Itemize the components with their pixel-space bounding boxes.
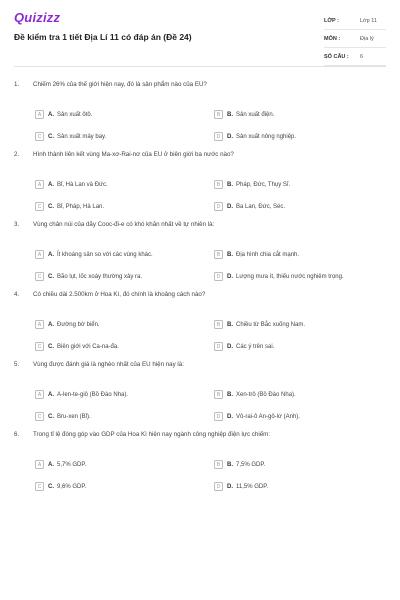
option-checkbox[interactable]: D <box>214 482 223 491</box>
question-header <box>14 428 386 440</box>
question-number: 5. <box>14 360 20 368</box>
question-text: Vùng chân núi của dãy Cooc-đi-e có khó khăn nhất về tự nhiên là: <box>33 220 215 228</box>
option-letter: B. <box>227 461 233 468</box>
question-number: 2. <box>14 150 20 158</box>
option-checkbox[interactable]: A <box>35 460 44 469</box>
option-text: Đường bờ biển. <box>57 321 100 328</box>
option-checkbox[interactable]: D <box>214 272 223 281</box>
option-letter: C. <box>48 133 54 140</box>
option-letter: D. <box>227 273 233 280</box>
header-divider <box>14 66 386 67</box>
option-letter: A. <box>48 111 54 118</box>
option-text: Vô-rai-ô An-gô-lơ (Anh). <box>236 413 300 420</box>
option-checkbox[interactable]: D <box>214 342 223 351</box>
answer-option-d[interactable] <box>214 272 344 281</box>
quizizz-logo: Quizizz <box>14 10 61 25</box>
option-letter: C. <box>48 483 54 490</box>
option-checkbox[interactable]: D <box>214 202 223 211</box>
option-letter: C. <box>48 203 54 210</box>
question-number: 6. <box>14 430 20 438</box>
option-text: Lượng mưa ít, thiếu nước nghiêm trọng. <box>236 273 344 280</box>
option-letter: D. <box>227 343 233 350</box>
question-number: 4. <box>14 290 20 298</box>
answer-option-a[interactable] <box>35 390 128 399</box>
question-2 <box>14 148 386 210</box>
question-text: Chiếm 26% của thế giới hiện nay, đó là sản phẩm nào của EU? <box>33 80 207 88</box>
option-text: 7,5% GDP. <box>236 461 266 468</box>
answer-option-c[interactable] <box>35 482 86 491</box>
option-checkbox[interactable]: C <box>35 412 44 421</box>
question-header <box>14 148 386 160</box>
option-text: Sản xuất điện. <box>236 111 275 118</box>
option-text: Pháp, Đức, Thụy Sĩ. <box>236 181 291 188</box>
question-text: Có chiều dài 2.500km ở Hoa Kì, đó chính là khoảng cách nào? <box>33 290 206 298</box>
option-text: Sản xuất máy bay. <box>57 133 107 140</box>
option-checkbox[interactable]: D <box>214 132 223 141</box>
answer-option-c[interactable] <box>35 202 104 211</box>
question-text: Hình thành liên kết vùng Ma-xơ-Rai-nơ của EU ở biên giới ba nước nào? <box>33 150 234 158</box>
answer-option-c[interactable] <box>35 272 142 281</box>
answer-option-b[interactable] <box>214 320 305 329</box>
option-checkbox[interactable]: B <box>214 110 223 119</box>
meta-row-class <box>324 12 386 30</box>
option-letter: C. <box>48 413 54 420</box>
meta-row-subject <box>324 30 386 48</box>
option-text: Bỉ, Hà Lan và Đức. <box>57 181 108 188</box>
answer-option-b[interactable] <box>214 110 274 119</box>
option-checkbox[interactable]: C <box>35 342 44 351</box>
meta-value: 6 <box>360 53 364 60</box>
question-header <box>14 288 386 300</box>
answer-option-d[interactable] <box>214 202 285 211</box>
option-checkbox[interactable]: B <box>214 180 223 189</box>
option-text: Xen-trô (Bồ Đào Nha). <box>236 391 296 398</box>
answer-option-c[interactable] <box>35 412 91 421</box>
answer-option-d[interactable] <box>214 482 268 491</box>
option-text: Bão lụt, lốc xoáy thường xảy ra. <box>57 273 142 280</box>
question-3 <box>14 218 386 280</box>
option-checkbox[interactable]: B <box>214 320 223 329</box>
meta-row-count <box>324 48 386 66</box>
option-text: Địa hình chia cắt mạnh. <box>236 251 300 258</box>
question-5 <box>14 358 386 420</box>
question-text: Trong tỉ lệ đóng góp vào GDP của Hoa Kì hiện nay ngành công nghiệp điện lực chiếm: <box>33 430 271 438</box>
option-checkbox[interactable]: B <box>214 390 223 399</box>
answer-option-b[interactable] <box>214 250 299 259</box>
question-number: 1. <box>14 80 20 88</box>
option-checkbox[interactable]: C <box>35 272 44 281</box>
answer-option-d[interactable] <box>214 412 300 421</box>
option-letter: B. <box>227 251 233 258</box>
option-letter: D. <box>227 133 233 140</box>
option-letter: B. <box>227 181 233 188</box>
question-1 <box>14 78 386 140</box>
meta-label: SỐ CÂU : <box>324 53 349 60</box>
option-text: 5,7% GDP. <box>57 461 87 468</box>
option-text: 9,6% GDP. <box>57 483 87 490</box>
page-title: Đề kiểm tra 1 tiết Địa Lí 11 có đáp án (Đề 24) <box>14 32 192 42</box>
option-letter: C. <box>48 343 54 350</box>
option-checkbox[interactable]: A <box>35 250 44 259</box>
answer-option-c[interactable] <box>35 342 119 351</box>
answer-option-a[interactable] <box>35 460 86 469</box>
option-letter: A. <box>48 181 54 188</box>
option-text: Sản xuất ôtô. <box>57 111 93 118</box>
option-letter: D. <box>227 413 233 420</box>
option-letter: A. <box>48 461 54 468</box>
question-header <box>14 78 386 90</box>
option-checkbox[interactable]: D <box>214 412 223 421</box>
answer-option-a[interactable] <box>35 110 92 119</box>
option-checkbox[interactable]: B <box>214 460 223 469</box>
meta-value: Lớp 11 <box>360 17 377 24</box>
option-checkbox[interactable]: A <box>35 180 44 189</box>
option-letter: A. <box>48 391 54 398</box>
option-text: Ba Lan, Đức, Séc. <box>236 203 286 210</box>
answer-option-a[interactable] <box>35 320 100 329</box>
answer-option-a[interactable] <box>35 250 153 259</box>
option-checkbox[interactable]: C <box>35 482 44 491</box>
option-checkbox[interactable]: A <box>35 320 44 329</box>
option-checkbox[interactable]: C <box>35 132 44 141</box>
meta-value: Địa lý <box>360 35 374 42</box>
option-text: Bỉ, Pháp, Hà Lan. <box>57 203 105 210</box>
option-checkbox[interactable]: C <box>35 202 44 211</box>
option-letter: A. <box>48 321 54 328</box>
option-text: Chiều từ Bắc xuống Nam. <box>236 321 306 328</box>
option-text: Các ý trên sai. <box>236 343 275 350</box>
answer-option-b[interactable] <box>214 390 296 399</box>
option-letter: A. <box>48 251 54 258</box>
option-text: Biên giới với Ca-na-đa. <box>57 343 119 350</box>
answer-option-b[interactable] <box>214 460 265 469</box>
question-number: 3. <box>14 220 20 228</box>
option-text: A-len-te-giô (Bồ Đào Nha). <box>57 391 129 398</box>
option-letter: D. <box>227 483 233 490</box>
answer-option-d[interactable] <box>214 132 296 141</box>
option-text: Bru-xen (Bỉ). <box>57 413 91 420</box>
question-header <box>14 218 386 230</box>
option-letter: B. <box>227 111 233 118</box>
option-letter: C. <box>48 273 54 280</box>
question-header <box>14 358 386 370</box>
question-6 <box>14 428 386 490</box>
answer-option-d[interactable] <box>214 342 274 351</box>
option-text: Sản xuất nông nghiệp. <box>236 133 297 140</box>
option-letter: D. <box>227 203 233 210</box>
option-text: Ít khoáng sản so với các vùng khác. <box>57 251 153 258</box>
meta-label: LỚP : <box>324 17 339 24</box>
question-text: Vùng được đánh giá là nghèo nhất của EU hiện nay là: <box>33 360 184 368</box>
option-checkbox[interactable]: A <box>35 390 44 399</box>
answer-option-b[interactable] <box>214 180 290 189</box>
option-checkbox[interactable]: A <box>35 110 44 119</box>
meta-label: MÔN : <box>324 35 341 42</box>
meta-panel <box>324 12 386 66</box>
option-checkbox[interactable]: B <box>214 250 223 259</box>
question-4 <box>14 288 386 350</box>
option-letter: B. <box>227 391 233 398</box>
answer-option-c[interactable] <box>35 132 106 141</box>
answer-option-a[interactable] <box>35 180 108 189</box>
option-text: 11,5% GDP. <box>236 483 269 490</box>
option-letter: B. <box>227 321 233 328</box>
